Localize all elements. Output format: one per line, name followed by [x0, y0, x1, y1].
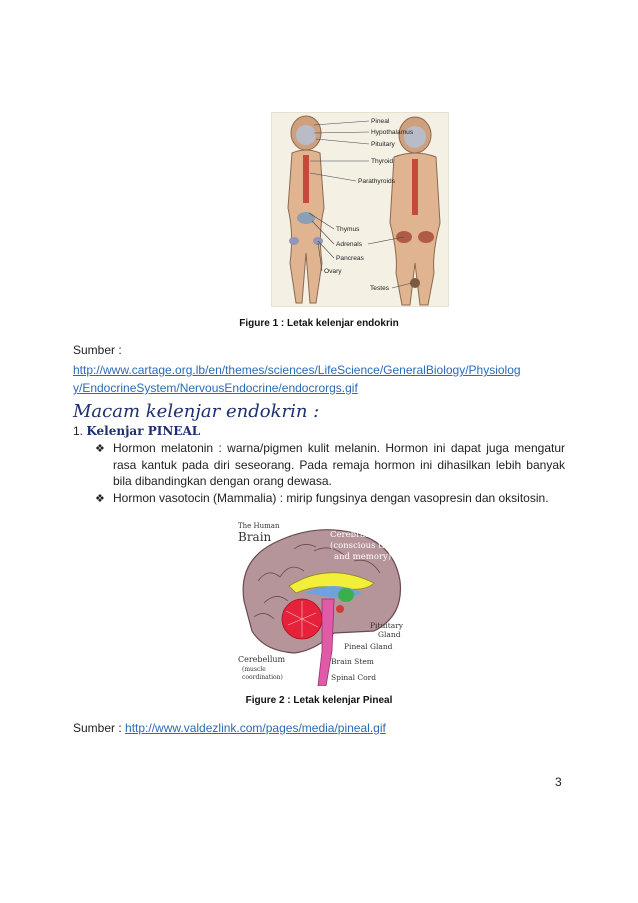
- label-pancreas: Pancreas: [336, 255, 364, 262]
- label-spinal-cord: Spinal Cord: [331, 673, 377, 682]
- label-parathyroids: Parathyroids: [358, 178, 396, 185]
- label-thyroid: Thyroid: [371, 158, 393, 165]
- label-ovary: Ovary: [324, 268, 342, 275]
- label-brain-stem: Brain Stem: [331, 657, 374, 666]
- source-1-url[interactable]: [73, 361, 573, 397]
- figure-2-caption: Figure 2 : Letak kelenjar Pineal: [245, 695, 393, 706]
- diamond-bullet-icon: ❖: [95, 493, 105, 505]
- label-cortex-1: Cerebral Cortex: [330, 530, 400, 540]
- brain-title-small: The Human: [238, 522, 280, 530]
- label-pituitary: Pituitary: [370, 621, 403, 630]
- bullet-text-1: Hormon melatonin : warna/pigmen kulit melanin. Hormon ini dapat juga mengatur rasa kantuk pada diri seseorang. Pada remaja hormon ini dihasilkan lebih banyak bila dibandingkan dengan orang dewasa.: [113, 441, 565, 488]
- item-number: 1.: [73, 424, 84, 438]
- label-cerebellum-sub-1: (muscle: [242, 666, 266, 673]
- endocrine-illustration: [272, 113, 448, 306]
- page-number: 3: [555, 775, 562, 789]
- source-1-link-line2[interactable]: y/EndocrineSystem/NervousEndocrine/endocrorgs.gif: [73, 381, 358, 395]
- item-1-title: [73, 424, 200, 438]
- source-1-link-line1[interactable]: http://www.cartage.org.lb/en/themes/sciences/LifeScience/GeneralBiology/Physiolog: [73, 363, 521, 377]
- label-cortex-3: and memory): [334, 552, 392, 562]
- source-2-link[interactable]: http://www.valdezlink.com/pages/media/pineal.gif: [125, 721, 386, 735]
- figure-1-caption: Figure 1 : Letak kelenjar endokrin: [239, 318, 399, 329]
- item-title: Kelenjar PINEAL: [86, 424, 201, 438]
- label-cerebellum-sub-2: coordination): [242, 674, 283, 681]
- label-pituitary: Pituitary: [371, 141, 395, 148]
- label-thymus: Thymus: [336, 226, 360, 233]
- brain-illustration: [234, 521, 406, 686]
- label-cerebellum: Cerebellum: [238, 655, 286, 664]
- label-pineal: Pineal: [371, 118, 390, 125]
- label-testes: Testes: [370, 285, 390, 292]
- label-gland: Gland: [378, 630, 401, 639]
- label-adrenals: Adrenals: [336, 241, 363, 248]
- source-1-label: Sumber :: [73, 343, 122, 357]
- label-pineal-gland: Pineal Gland: [344, 642, 393, 651]
- brain-title-big: Brain: [238, 530, 272, 544]
- diamond-bullet-icon: ❖: [95, 443, 105, 455]
- figure-1-endocrine-image: [271, 112, 449, 307]
- source-2: [73, 721, 386, 735]
- bullet-text-2: Hormon vasotocin (Mammalia) : mirip fungsinya dengan vasopresin dan oksitosin.: [113, 491, 549, 505]
- bullet-item-2: [95, 490, 565, 507]
- source-2-label: Sumber :: [73, 721, 122, 735]
- label-cortex-2: (conscious thought: [330, 541, 406, 551]
- section-heading: Macam kelenjar endokrin :: [73, 401, 320, 422]
- figure-2-brain-image: [234, 521, 406, 686]
- bullet-item-1: [95, 440, 565, 490]
- label-hypothalamus: Hypothalamus: [371, 129, 414, 136]
